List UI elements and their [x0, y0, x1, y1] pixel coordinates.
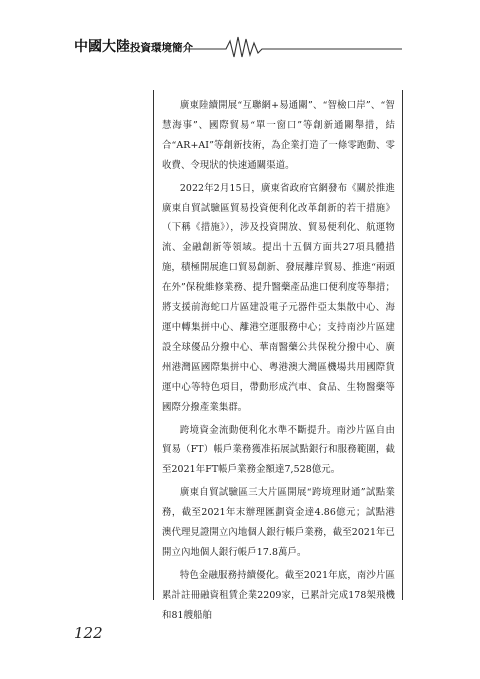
paragraph: 特色金融服務持續優化。截至2021年底，南沙片區累計註冊融資租賃企業2209家，已累計完成178架飛機和81艘船舶 [162, 569, 395, 621]
paragraph: 廣東陸續開展“互聯網+易通關”、“智檢口岸”、“智慧海事”、國際貿易“單一窗口”等創新通關舉措，結合“AR+AI”等創新技術，為企業打造了一條零跑動、零收費、令現狀的快速通關渠道。 [162, 100, 395, 171]
paragraph: 跨境資金流動便利化水準不斷提升。南沙片區自由貿易（FT）帳戶業務獲准拓展試點銀行和服務範圍，截至2021年FT帳戶業務金額達7,528億元。 [162, 424, 395, 476]
paragraph: 廣東自貿試驗區三大片區開展“跨境理財通”試點業務，截至2021年末辦理匯劃資金達4.86億元；試點港澳代理見證開立內地個人銀行帳戶業務，截至2021年已開立內地個人銀行帳戶17.8萬戶。 [162, 487, 395, 558]
header-title [74, 38, 193, 56]
header-wave-line [186, 33, 402, 59]
header-title-main: 中國大陸 [74, 39, 130, 55]
body-text [154, 90, 402, 626]
header-title-sub: 投資環境簡介 [130, 42, 193, 54]
page-number: 122 [74, 624, 103, 642]
content-frame [153, 90, 403, 621]
paragraph: 2022年2月15日，廣東省政府官網發布《關於推進廣東自貿試驗區貿易投資便利化改革創新的若干措施》（下稱《措施》），涉及投資開放、貿易便利化、航運物流、金融創新等領域。提出十五個方面共27項具體措施，積極開展進口貿易創新、發展離岸貿易、推進“兩頭在外”保稅維修業務、提升醫藥產品進口便利度等舉措；將支援前海蛇口片區建設電子元器件亞太集散中心、海運中轉集拼中心、離港空運服務中心；支持南沙片區建設全球優品分撥中心、華南醫藥公共保稅分撥中心、廣州港灣區國際集拼中心、粵港澳大灣區機場共用國際貨運中心等特色項目，帶動形成汽車、食品、生物醫藥等國際分撥產業集群。 [162, 182, 395, 413]
